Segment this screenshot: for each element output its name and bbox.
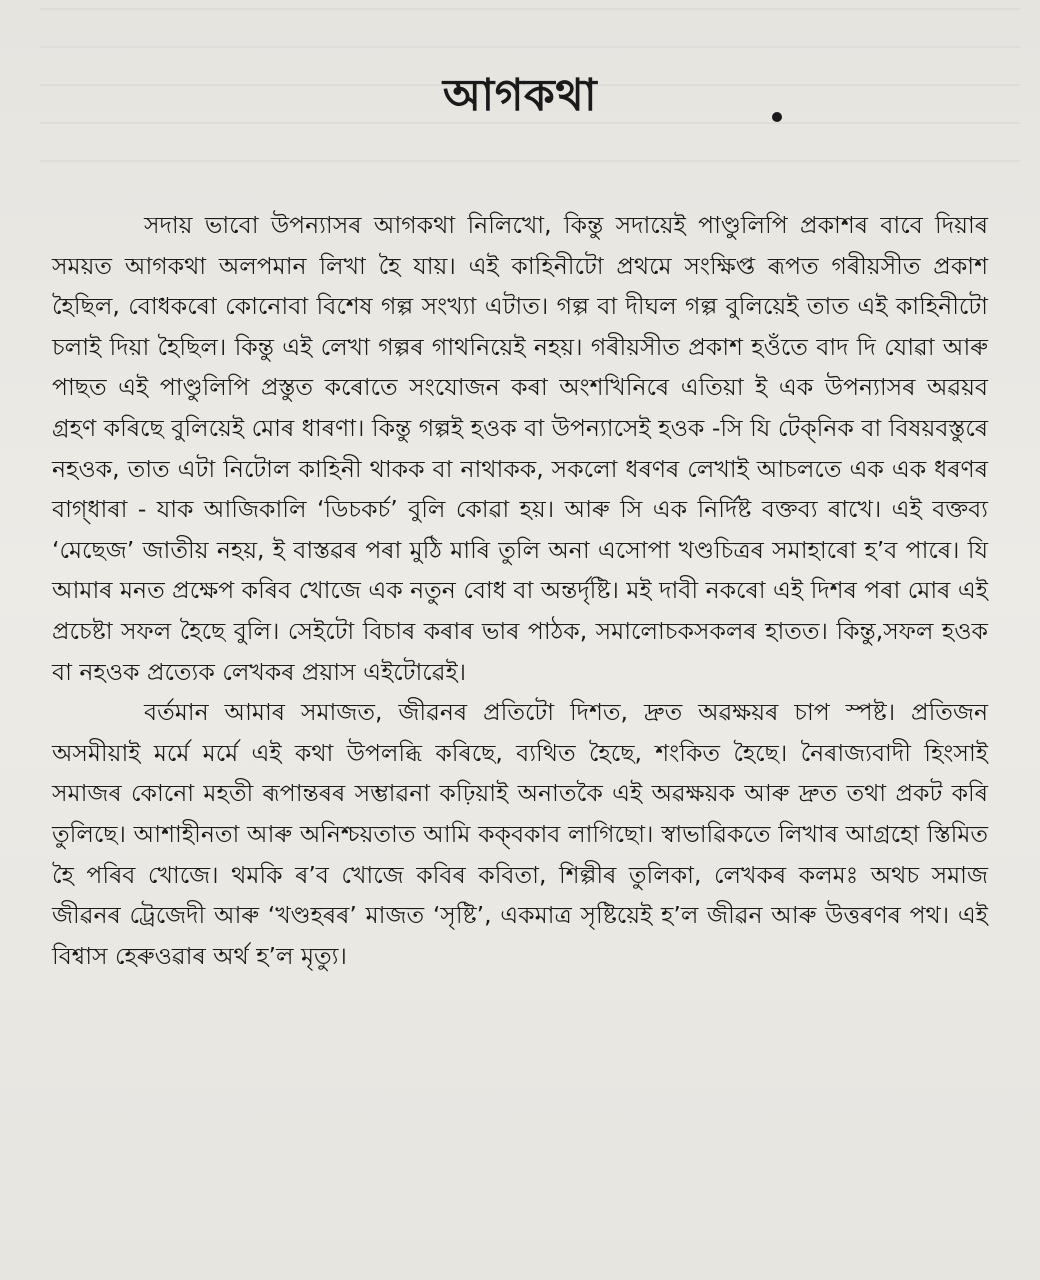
paragraph-1: সদায় ভাবো উপন্যাসৰ আগকথা নিলিখো, কিন্তু সদায়েই পাণ্ডুলিপি প্ৰকাশৰ বাবে দিয়াৰ সময়ত আগকথা অলপমান লিখা হৈ যায়। এই কাহিনীটো প্ৰথমে সংক্ষিপ্ত ৰূপত গৰীয়সীত প্ৰকাশ হৈছিল, বোধকৰো কোনোবা বিশেষ গল্প সংখ্যা এটাত। গল্প বা দীঘল গল্প বুলিয়েই তাত এই কাহিনীটো চলাই দিয়া হৈছিল। কিন্তু এই লেখা গল্পৰ গাথনিয়েই নহয়। গৰীয়সীত প্ৰকাশ হওঁতে বাদ দি যোৱা আৰু পাছত এই পাণ্ডুলিপি প্ৰস্তুত কৰোতে সংযোজন কৰা অংশখিনিৰে এতিয়া ই এক উপন্যাসৰ অৱয়ব গ্ৰহণ কৰিছে বুলিয়েই মোৰ ধাৰণা। কিন্তু গল্পই হওক বা উপন্যাসেই হওক -সি যি টেক্‌নিক বা বিষয়বস্তুৰে নহওক, তাত এটা নিটোল কাহিনী থাকক বা নাথাকক, সকলো ধৰণৰ লেখাই আচলতে এক এক ধৰণৰ বাগ্‌ধাৰা - যাক আজিকালি ‘ডিচকৰ্চ’ বুলি কোৱা হয়। আৰু সি এক নিৰ্দিষ্ট বক্তব্য ৰাখে। এই বক্তব্য ‘মেছেজ’ জাতীয় নহয়, ই বাস্তৱৰ পৰা মুঠি মাৰি তুলি অনা এসোপা খণ্ডচিত্ৰৰ সমাহাৰো হ’ব পাৰে। যি আমাৰ মনত প্ৰক্ষেপ কৰিব খোজে এক নতুন বোধ বা অন্তৰ্দৃষ্টি। মই দাবী নকৰো এই দিশৰ পৰা মোৰ এই প্ৰচেষ্টা সফল হৈছে বুলি। সেইটো বিচাৰ কৰাৰ ভাৰ পাঠক, সমালোচকসকলৰ হাতত। কিন্তু,সফল হওক বা নহওক প্ৰত্যেক লেখকৰ প্ৰয়াস এইটোৱেই।: [52, 211, 988, 686]
paragraph-2: বৰ্তমান আমাৰ সমাজত, জীৱনৰ প্ৰতিটো দিশত, দ্ৰুত অৱক্ষয়ৰ চাপ স্পষ্ট। প্ৰতিজন অসমীয়াই মৰ্মে মৰ্মে এই কথা উপলব্ধি কৰিছে, ব্যথিত হৈছে, শংকিত হৈছে। নৈৰাজ্যবাদী হিংসাই সমাজৰ কোনো মহতী ৰূপান্তৰৰ সম্ভাৱনা কঢ়িয়াই অনাতকৈ এই অৱক্ষয়ক আৰু দ্ৰুত তথা প্ৰকট কৰি তুলিছে। আশাহীনতা আৰু অনিশ্চয়তাত আমি কক্‌বকাব লাগিছো। স্বাভাৱিকতে লিখাৰ আগ্ৰহো স্তিমিত হৈ পৰিব খোজে। থমকি ৰ’ব খোজে কবিৰ কবিতা, শিল্পীৰ তুলিকা, লেখকৰ কলমঃ অথচ সমাজ জীৱনৰ ট্ৰেজেদী আৰু ‘খণ্ডহৰৰ’ মাজত ‘সৃষ্টি’, একমাত্ৰ সৃষ্টিয়েই হ’ল জীৱন আৰু উত্তৰণৰ পথ। এই বিশ্বাস হেৰুওৱাৰ অৰ্থ হ’ল মৃত্যু।: [52, 698, 988, 970]
page-title: আগকথা: [442, 70, 598, 121]
